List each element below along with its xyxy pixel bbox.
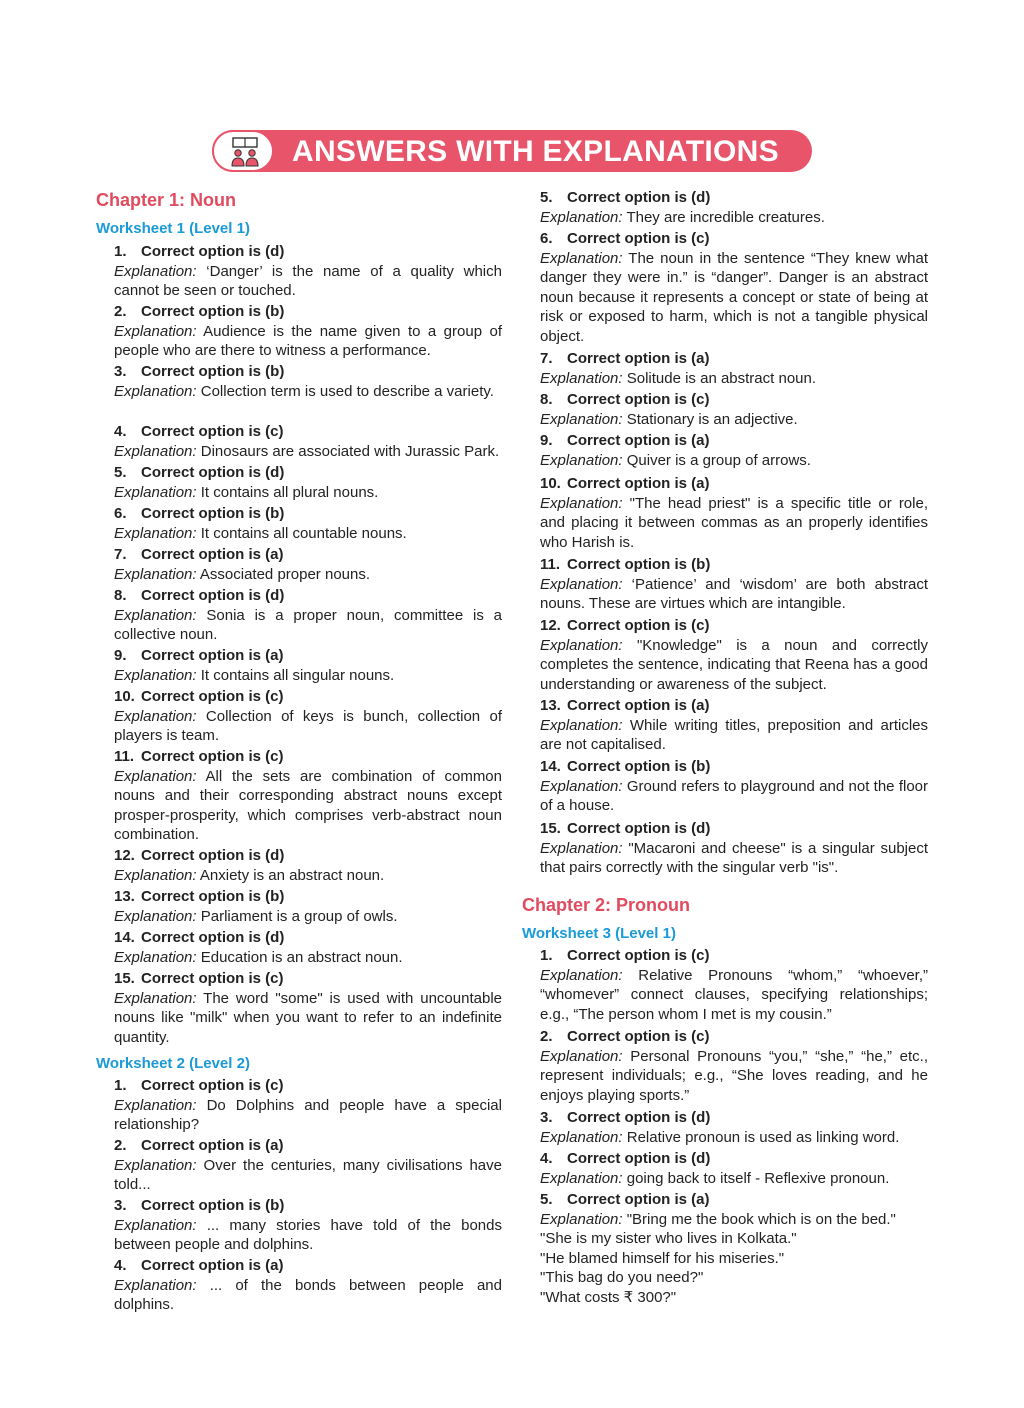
explanation	[540, 369, 928, 389]
explanation-text: Collection of keys is bunch, collection of players is team.	[114, 707, 502, 744]
answer-line	[114, 1136, 502, 1156]
explanation	[114, 666, 502, 686]
correct-option: Correct option is (d)	[141, 929, 285, 946]
correct-option: Correct option is (a)	[567, 432, 710, 449]
correct-option: Correct option is (b)	[141, 303, 285, 320]
explanation	[540, 410, 928, 430]
answer-line	[540, 188, 928, 208]
explanation	[114, 707, 502, 746]
explanation-label: Explanation:	[540, 636, 623, 654]
explanation-label: Explanation:	[114, 1276, 197, 1294]
answer-item	[540, 349, 928, 388]
answer-item	[114, 362, 502, 401]
explanation	[540, 249, 928, 347]
answer-item	[114, 242, 502, 301]
answer-line	[114, 302, 502, 322]
explanation-label: Explanation:	[114, 565, 197, 583]
correct-option: Correct option is (c)	[141, 423, 284, 440]
explanation	[114, 1096, 502, 1135]
example-sentence: "She is my sister who lives in Kolkata."	[540, 1230, 797, 1247]
answer-number: 11.	[114, 748, 135, 765]
answer-item	[114, 1196, 502, 1255]
explanation-text: Stationary is an adjective.	[622, 410, 798, 428]
answer-number: 2.	[114, 1137, 127, 1154]
correct-option: Correct option is (b)	[567, 556, 711, 573]
explanation-label: Explanation:	[114, 262, 197, 280]
answer-number: 10.	[540, 475, 561, 492]
correct-option: Correct option is (c)	[141, 688, 284, 705]
worksheet-title: Worksheet 3 (Level 1)	[522, 925, 676, 942]
correct-option: Correct option is (d)	[567, 189, 711, 206]
answer-item	[114, 747, 502, 845]
answer-item	[114, 1076, 502, 1135]
explanation-label: Explanation:	[540, 494, 623, 512]
explanation-text: The noun in the sentence “They knew what danger they were in.” is “danger”. Danger is an abstract noun because it represents a concept or state of being at risk or exposed to harm, which is not a tangible physical object.	[540, 249, 928, 345]
answer-item	[540, 616, 928, 694]
correct-option: Correct option is (c)	[141, 1077, 284, 1094]
explanation	[114, 866, 502, 886]
explanation-text: Collection term is used to describe a variety.	[196, 382, 494, 400]
explanation-label: Explanation:	[114, 907, 197, 925]
correct-option: Correct option is (d)	[567, 820, 711, 837]
explanation-text: All the sets are combination of common nouns and their corresponding abstract nouns except prosper-prosperity, which comprises verb-abstract noun combination.	[114, 767, 502, 843]
explanation-text: Relative Pronouns “whom,” “whoever,” “whomever” connect clauses, specifying relationships; e.g., “The person whom I met is my cousin.”	[540, 966, 928, 1023]
explanation-text: Personal Pronouns “you,” “she,” “he,” etc., represent individuals; e.g., “She loves reading, and he enjoys playing sports.”	[540, 1047, 928, 1104]
explanation-label: Explanation:	[114, 1156, 197, 1174]
explanation	[114, 1156, 502, 1195]
explanation-text: ... of the bonds between people and dolphins.	[114, 1276, 502, 1313]
answer-number: 9.	[540, 432, 553, 449]
answer-item	[114, 545, 502, 584]
explanation-label: Explanation:	[540, 777, 623, 795]
example-sentence: "This bag do you need?"	[540, 1269, 704, 1286]
answer-item	[540, 1190, 928, 1307]
answer-item	[114, 687, 502, 746]
explanation-text: Anxiety is an abstract noun.	[196, 866, 385, 884]
answer-item	[114, 887, 502, 926]
explanation-text: Solitude is an abstract noun.	[622, 369, 817, 387]
answer-line	[540, 819, 928, 839]
explanation	[540, 1169, 928, 1189]
correct-option: Correct option is (c)	[567, 617, 710, 634]
answer-line	[114, 362, 502, 382]
banner-icon-circle	[212, 130, 274, 172]
correct-option: Correct option is (b)	[141, 363, 285, 380]
explanation	[114, 1216, 502, 1255]
answer-line	[540, 1108, 928, 1128]
answer-line	[114, 1196, 502, 1216]
correct-option: Correct option is (a)	[141, 647, 284, 664]
correct-option: Correct option is (c)	[567, 230, 710, 247]
correct-option: Correct option is (b)	[567, 758, 711, 775]
answer-number: 1.	[114, 243, 127, 260]
explanation	[540, 966, 928, 1025]
explanation-label: Explanation:	[114, 866, 197, 884]
correct-option: Correct option is (d)	[141, 243, 285, 260]
chapter-title: Chapter 1: Noun	[96, 190, 237, 210]
answer-line	[540, 757, 928, 777]
correct-option: Correct option is (c)	[141, 970, 284, 987]
correct-option: Correct option is (d)	[567, 1109, 711, 1126]
answer-number: 14.	[540, 758, 561, 775]
explanation-text: ‘Danger’ is the name of a quality which cannot be seen or touched.	[114, 262, 502, 299]
answer-number: 11.	[540, 556, 561, 573]
answer-number: 8.	[114, 587, 127, 604]
answer-line	[540, 555, 928, 575]
section-banner	[212, 130, 812, 172]
explanation-text: Quiver is a group of arrows.	[622, 451, 811, 469]
answer-item	[540, 819, 928, 878]
explanation-text: Ground refers to playground and not the floor of a house.	[540, 777, 928, 814]
explanation-label: Explanation:	[114, 524, 197, 542]
banner-title: ANSWERS WITH EXPLANATIONS	[292, 135, 779, 168]
answer-line	[540, 1027, 928, 1047]
answer-line	[114, 747, 502, 767]
explanation-text: "Macaroni and cheese" is a singular subject that pairs correctly with the singular verb "is".	[540, 839, 928, 876]
answer-line	[114, 887, 502, 907]
explanation	[540, 208, 928, 228]
explanation-label: Explanation:	[114, 1096, 197, 1114]
explanation-text: going back to itself - Reflexive pronoun.	[622, 1169, 890, 1187]
answer-number: 5.	[114, 464, 127, 481]
chapter-title: Chapter 2: Pronoun	[522, 895, 691, 915]
answer-item	[114, 302, 502, 361]
answer-item	[114, 846, 502, 885]
answer-item	[540, 1108, 928, 1147]
explanation-text: Education is an abstract noun.	[196, 948, 403, 966]
explanation	[114, 382, 502, 402]
explanation-text: While writing titles, preposition and articles are not capitalised.	[540, 716, 928, 753]
answer-line	[114, 586, 502, 606]
answer-item	[540, 229, 928, 346]
answer-line	[540, 349, 928, 369]
explanation	[114, 606, 502, 645]
answer-number: 15.	[114, 970, 135, 987]
correct-option: Correct option is (c)	[141, 748, 284, 765]
answer-line	[114, 687, 502, 707]
correct-option: Correct option is (a)	[567, 1191, 710, 1208]
explanation-label: Explanation:	[540, 839, 623, 857]
explanation	[540, 839, 928, 878]
explanation-text: Parliament is a group of owls.	[196, 907, 398, 925]
explanation-text: "Knowledge" is a noun and correctly completes the sentence, indicating that Reena has a good understanding or awareness of the subject.	[540, 636, 928, 693]
answer-number: 5.	[540, 1191, 553, 1208]
answer-number: 8.	[540, 391, 553, 408]
answer-item	[114, 504, 502, 543]
correct-option: Correct option is (c)	[567, 1028, 710, 1045]
example-sentence: "He blamed himself for his miseries."	[540, 1249, 785, 1267]
explanation-text: Sonia is a proper noun, committee is a collective noun.	[114, 606, 502, 643]
example-sentence: "What costs ₹ 300?"	[540, 1288, 677, 1306]
answer-item	[114, 463, 502, 502]
explanation-text: It contains all countable nouns.	[196, 524, 407, 542]
answer-item	[114, 586, 502, 645]
answer-number: 9.	[114, 647, 127, 664]
answer-item	[540, 1149, 928, 1188]
explanation-label: Explanation:	[540, 966, 623, 984]
explanation	[114, 524, 502, 544]
answer-number: 2.	[540, 1028, 553, 1045]
answer-number: 12.	[114, 847, 135, 864]
explanation-text: Over the centuries, many civilisations have told...	[114, 1156, 502, 1193]
answer-number: 3.	[540, 1109, 553, 1126]
explanation-label: Explanation:	[540, 249, 623, 267]
explanation-text: Do Dolphins and people have a special relationship?	[114, 1096, 502, 1133]
explanation-label: Explanation:	[540, 1169, 623, 1187]
explanation-label: Explanation:	[540, 451, 623, 469]
answer-number: 6.	[540, 230, 553, 247]
answer-number: 10.	[114, 688, 135, 705]
explanation-label: Explanation:	[540, 1210, 623, 1228]
explanation-text: "The head priest" is a specific title or role, and placing it between commas as an properly identifies who Harish is.	[540, 494, 928, 551]
explanation-text: The word "some" is used with uncountable nouns like "milk" when you want to refer to an indefinite quantity.	[114, 989, 502, 1046]
answer-line	[114, 242, 502, 262]
worksheet-title: Worksheet 2 (Level 2)	[96, 1055, 250, 1072]
answer-item	[540, 1027, 928, 1105]
explanation-label: Explanation:	[540, 575, 623, 593]
answer-line	[114, 1256, 502, 1276]
explanation	[114, 565, 502, 585]
explanation	[540, 575, 928, 614]
explanation-text: ‘Patience’ and ‘wisdom’ are both abstract nouns. These are virtues which are intangible.	[540, 575, 928, 612]
answer-line	[540, 1190, 928, 1210]
explanation	[540, 494, 928, 553]
worksheet-title: Worksheet 1 (Level 1)	[96, 220, 250, 237]
explanation-label: Explanation:	[114, 442, 197, 460]
correct-option: Correct option is (b)	[141, 1197, 285, 1214]
explanation-label: Explanation:	[540, 1047, 623, 1065]
answer-line	[114, 463, 502, 483]
correct-option: Correct option is (d)	[141, 464, 285, 481]
explanation	[540, 716, 928, 755]
explanation-label: Explanation:	[114, 948, 197, 966]
explanation-text: They are incredible creatures.	[622, 208, 825, 226]
explanation	[114, 442, 502, 462]
answer-item	[540, 757, 928, 816]
explanation-label: Explanation:	[540, 410, 623, 428]
answer-number: 3.	[114, 1197, 127, 1214]
answer-line	[540, 616, 928, 636]
answer-number: 4.	[540, 1150, 553, 1167]
answer-line	[540, 696, 928, 716]
explanation	[540, 1128, 928, 1148]
answer-number: 14.	[114, 929, 135, 946]
explanation-text: Audience is the name given to a group of people who are there to witness a performance.	[114, 322, 502, 359]
answer-number: 13.	[114, 888, 135, 905]
answer-line	[540, 390, 928, 410]
answer-number: 1.	[114, 1077, 127, 1094]
explanation-text: Dinosaurs are associated with Jurassic Park.	[196, 442, 500, 460]
explanation-label: Explanation:	[114, 322, 197, 340]
correct-option: Correct option is (a)	[567, 475, 710, 492]
answer-line	[540, 229, 928, 249]
explanation	[540, 1210, 928, 1230]
explanation	[114, 907, 502, 927]
explanation-text: It contains all plural nouns.	[196, 483, 379, 501]
explanation-label: Explanation:	[540, 716, 623, 734]
answer-number: 7.	[114, 546, 127, 563]
explanation-label: Explanation:	[114, 382, 197, 400]
explanation	[540, 451, 928, 471]
answer-line	[114, 646, 502, 666]
two-people-board-icon	[228, 137, 262, 167]
explanation-label: Explanation:	[540, 208, 623, 226]
answer-item	[114, 969, 502, 1047]
answer-line	[114, 846, 502, 866]
answer-item	[540, 188, 928, 227]
answer-item	[114, 422, 502, 461]
answer-number: 3.	[114, 363, 127, 380]
answer-line	[114, 1076, 502, 1096]
answer-item	[540, 474, 928, 552]
explanation	[114, 322, 502, 361]
correct-option: Correct option is (d)	[567, 1150, 711, 1167]
answer-item	[540, 390, 928, 429]
explanation-label: Explanation:	[114, 767, 197, 785]
explanation-label: Explanation:	[114, 989, 197, 1007]
explanation-text: ... many stories have told of the bonds between people and dolphins.	[114, 1216, 502, 1253]
answer-item	[540, 946, 928, 1024]
correct-option: Correct option is (b)	[141, 505, 285, 522]
answer-line	[540, 1149, 928, 1169]
answer-line	[114, 969, 502, 989]
explanation-label: Explanation:	[114, 666, 197, 684]
answer-number: 15.	[540, 820, 561, 837]
explanation	[114, 989, 502, 1048]
correct-option: Correct option is (a)	[567, 350, 710, 367]
correct-option: Correct option is (b)	[141, 888, 285, 905]
explanation-label: Explanation:	[114, 483, 197, 501]
answer-line	[114, 504, 502, 524]
answer-line	[540, 431, 928, 451]
answer-line	[540, 474, 928, 494]
explanation-text: Relative pronoun is used as linking word.	[622, 1128, 900, 1146]
answer-number: 6.	[114, 505, 127, 522]
correct-option: Correct option is (a)	[141, 1137, 284, 1154]
correct-option: Correct option is (c)	[567, 391, 710, 408]
answer-number: 4.	[114, 423, 127, 440]
explanation	[540, 1047, 928, 1106]
explanation	[114, 262, 502, 301]
answer-number: 12.	[540, 617, 561, 634]
answer-line	[114, 422, 502, 442]
correct-option: Correct option is (d)	[141, 847, 285, 864]
answer-line	[540, 946, 928, 966]
answer-number: 5.	[540, 189, 553, 206]
answer-number: 7.	[540, 350, 553, 367]
answer-line	[114, 928, 502, 948]
explanation-label: Explanation:	[540, 369, 623, 387]
explanation-label: Explanation:	[114, 606, 197, 624]
correct-option: Correct option is (d)	[141, 587, 285, 604]
answer-number: 2.	[114, 303, 127, 320]
explanation-text: It contains all singular nouns.	[196, 666, 395, 684]
explanation-text: "Bring me the book which is on the bed."	[622, 1210, 896, 1228]
correct-option: Correct option is (a)	[141, 546, 284, 563]
answer-item	[540, 431, 928, 470]
answer-number: 13.	[540, 697, 561, 714]
explanation	[114, 1276, 502, 1315]
answer-item	[114, 646, 502, 685]
correct-option: Correct option is (c)	[567, 947, 710, 964]
correct-option: Correct option is (a)	[141, 1257, 284, 1274]
answer-number: 4.	[114, 1257, 127, 1274]
explanation-label: Explanation:	[114, 1216, 197, 1234]
explanation	[114, 948, 502, 968]
explanation	[540, 777, 928, 816]
answer-item	[114, 1136, 502, 1195]
explanation	[114, 483, 502, 503]
answer-number: 1.	[540, 947, 553, 964]
answer-item	[114, 1256, 502, 1315]
answer-line	[114, 545, 502, 565]
explanation	[540, 636, 928, 695]
explanation-label: Explanation:	[540, 1128, 623, 1146]
explanation-text: Associated proper nouns.	[196, 565, 371, 583]
explanation-label: Explanation:	[114, 707, 197, 725]
explanation	[114, 767, 502, 845]
answer-item	[540, 555, 928, 614]
correct-option: Correct option is (a)	[567, 697, 710, 714]
answer-item	[114, 928, 502, 967]
answer-item	[540, 696, 928, 755]
